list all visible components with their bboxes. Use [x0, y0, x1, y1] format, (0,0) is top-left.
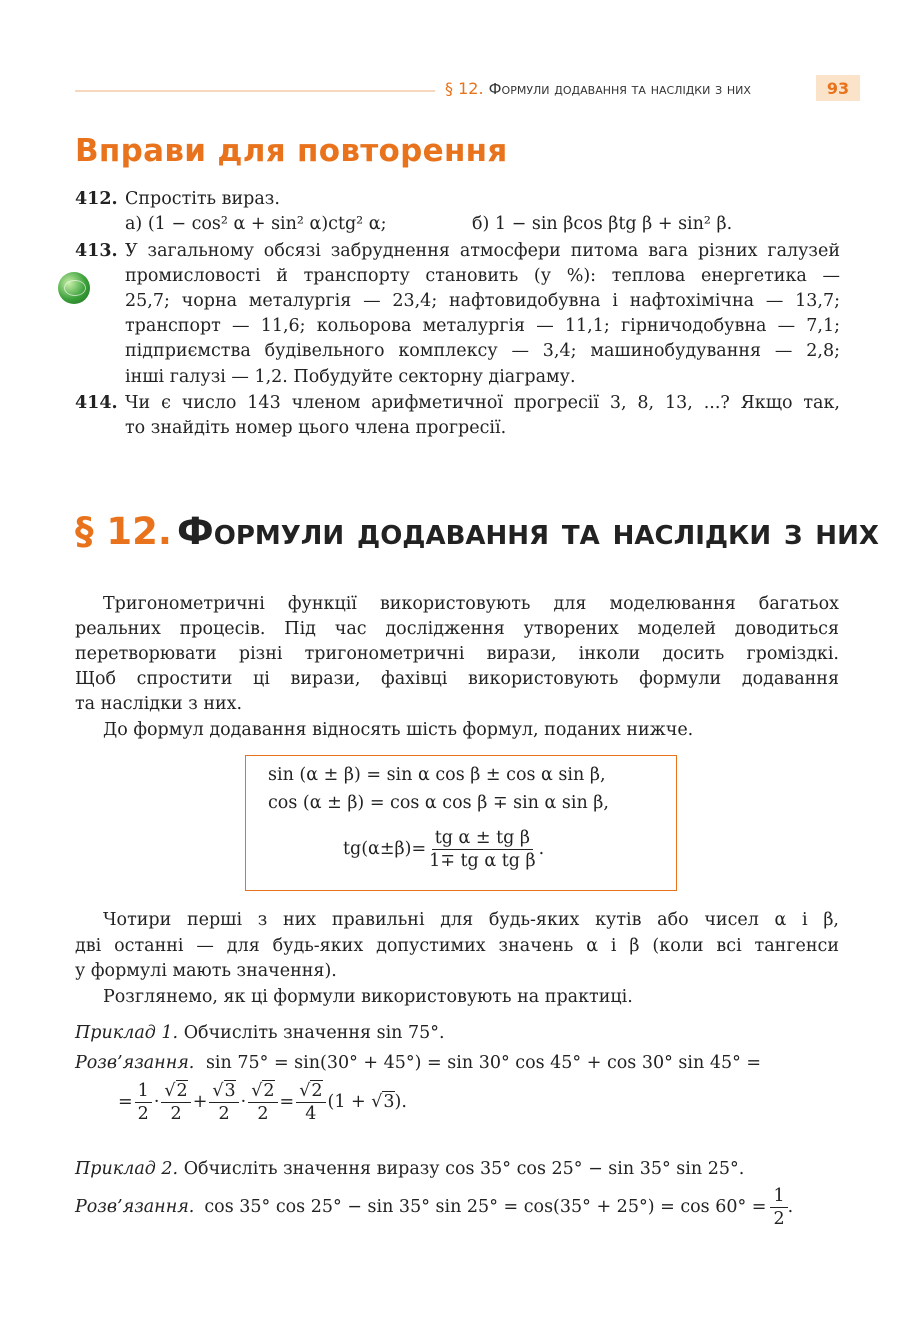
formula-tg-left: tg(α±β)=: [343, 838, 427, 859]
paragraph-line: Тригонометричні функції використовують для моделювання багатьох: [103, 594, 839, 614]
example-text: Обчисліть значення виразу cos 35° cos 25° − sin 35° sin 25°.: [183, 1159, 745, 1179]
exercise-line: Чи є число 143 членом арифметичної прогресії 3, 8, 13, ...? Якщо так,: [125, 393, 840, 413]
solution-line: cos 35° cos 25° − sin 35° sin 25° = cos(35° + 25°) = cos 60° =: [204, 1196, 767, 1217]
fraction: $\frac{√2}{2}$: [248, 1080, 277, 1125]
exercise-line: промисловості й транспорту становить (у %): теплова енергетика —: [125, 266, 840, 286]
exercise-part-a: а) (1 − cos² α + sin² α)ctg² α;: [125, 214, 387, 234]
solution-1: [75, 1051, 761, 1077]
exercise-line: підприємства будівельного комплексу — 3,4; машинобудування — 2,8;: [125, 341, 840, 361]
exercise-number: 414.: [75, 393, 118, 413]
header-rule: [75, 90, 435, 92]
header-title: Формули додавання та наслідки з них: [488, 80, 751, 98]
formula-tg: [343, 827, 544, 872]
section-mark: § 12.: [75, 510, 172, 553]
formula-tg-fraction: [426, 827, 538, 872]
solution-1-continued: = $\frac{1}{2}$ · $\frac{√2}{2}$ + $\frac{√3}{2}$ · $\frac{√2}{2}$ = $\frac{√2}{4}$ (1 + √3).: [118, 1081, 407, 1124]
example-text: Обчисліть значення sin 75°.: [183, 1023, 445, 1043]
exercise-line: то знайдіть номер цього члена прогресії.: [125, 418, 507, 438]
paragraph-line: перетворювати різні тригонометричні вирази, інколи досить громіздкі.: [75, 644, 839, 664]
formula-sin: sin (α ± β) = sin α cos β ± cos α sin β,: [268, 765, 606, 785]
globe-icon: [58, 272, 90, 304]
example-label: Приклад 1.: [75, 1023, 179, 1043]
exercise-number: 413.: [75, 241, 118, 261]
paragraph-line: у формулі мають значення).: [75, 961, 337, 981]
formula-cos: cos (α ± β) = cos α cos β ∓ sin α sin β,: [268, 793, 609, 813]
example-1: [75, 1021, 445, 1047]
paragraph-line: дві останні — для будь-яких допустимих значень α і β (коли всі тангенси: [75, 936, 839, 956]
solution-label: Розв’язання.: [75, 1053, 195, 1073]
fraction: $\frac{√3}{2}$: [209, 1080, 238, 1125]
example-2: [75, 1157, 744, 1183]
exercise-line: інші галузі — 1,2. Побудуйте секторну діаграму.: [125, 367, 576, 387]
page-number: 93: [816, 75, 860, 101]
fraction: $\frac{1}{2}$: [770, 1185, 787, 1230]
section-heading: [75, 510, 879, 553]
paragraph-line: Чотири перші з них правильні для будь-яких кутів або чисел α і β,: [103, 910, 839, 930]
paragraph-line: Розглянемо, як ці формули використовують на практиці.: [103, 987, 633, 1007]
paragraph-line: та наслідки з них.: [75, 694, 243, 714]
math-equals: =: [118, 1091, 133, 1112]
section-title: Формули додавання та наслідки з них: [177, 510, 879, 553]
paragraph-line: До формул додавання відносять шість формул, поданих нижче.: [103, 720, 694, 740]
formula-tg-denominator: 1∓ tg α tg β: [429, 851, 536, 871]
formula-tg-end: .: [538, 838, 545, 859]
running-header: [445, 79, 751, 98]
solution-label: Розв’язання.: [75, 1196, 195, 1217]
solution-2: Розв’язання. cos 35° cos 25° − sin 35° sin 25° = cos(35° + 25°) = cos 60° = $\frac{1}{2}$ .: [75, 1186, 794, 1229]
paragraph-line: Щоб спростити ці вирази, фахівці використовують формули додавання: [75, 669, 839, 689]
fraction: $\frac{√2}{4}$: [296, 1080, 325, 1125]
exercise-line: 25,7; чорна металургія — 23,4; нафтовидобувна і нафтохімічна — 13,7;: [125, 291, 840, 311]
formula-tg-numerator: tg α ± tg β: [432, 827, 533, 850]
header-section-mark: § 12.: [445, 79, 484, 98]
fraction: $\frac{√2}{2}$: [161, 1080, 190, 1125]
exercise-part-b: б) 1 − sin βcos βtg β + sin² β.: [472, 214, 733, 234]
fraction: $\frac{1}{2}$: [135, 1080, 152, 1125]
exercise-line: У загальному обсязі забруднення атмосфери питома вага різних галузей: [125, 241, 840, 261]
exercise-number: 412.: [75, 189, 118, 209]
paragraph-line: реальних процесів. Під час дослідження утворених моделей доводиться: [75, 619, 839, 639]
exercise-line: транспорт — 11,6; кольорова металургія — 11,1; гірничодобувна — 7,1;: [125, 316, 840, 336]
example-label: Приклад 2.: [75, 1159, 179, 1179]
exercise-text: Спростіть вираз.: [125, 189, 280, 209]
review-heading: Вправи для повторення: [75, 133, 508, 169]
solution-line: sin 75° = sin(30° + 45°) = sin 30° cos 45° + cos 30° sin 45° =: [205, 1053, 762, 1073]
